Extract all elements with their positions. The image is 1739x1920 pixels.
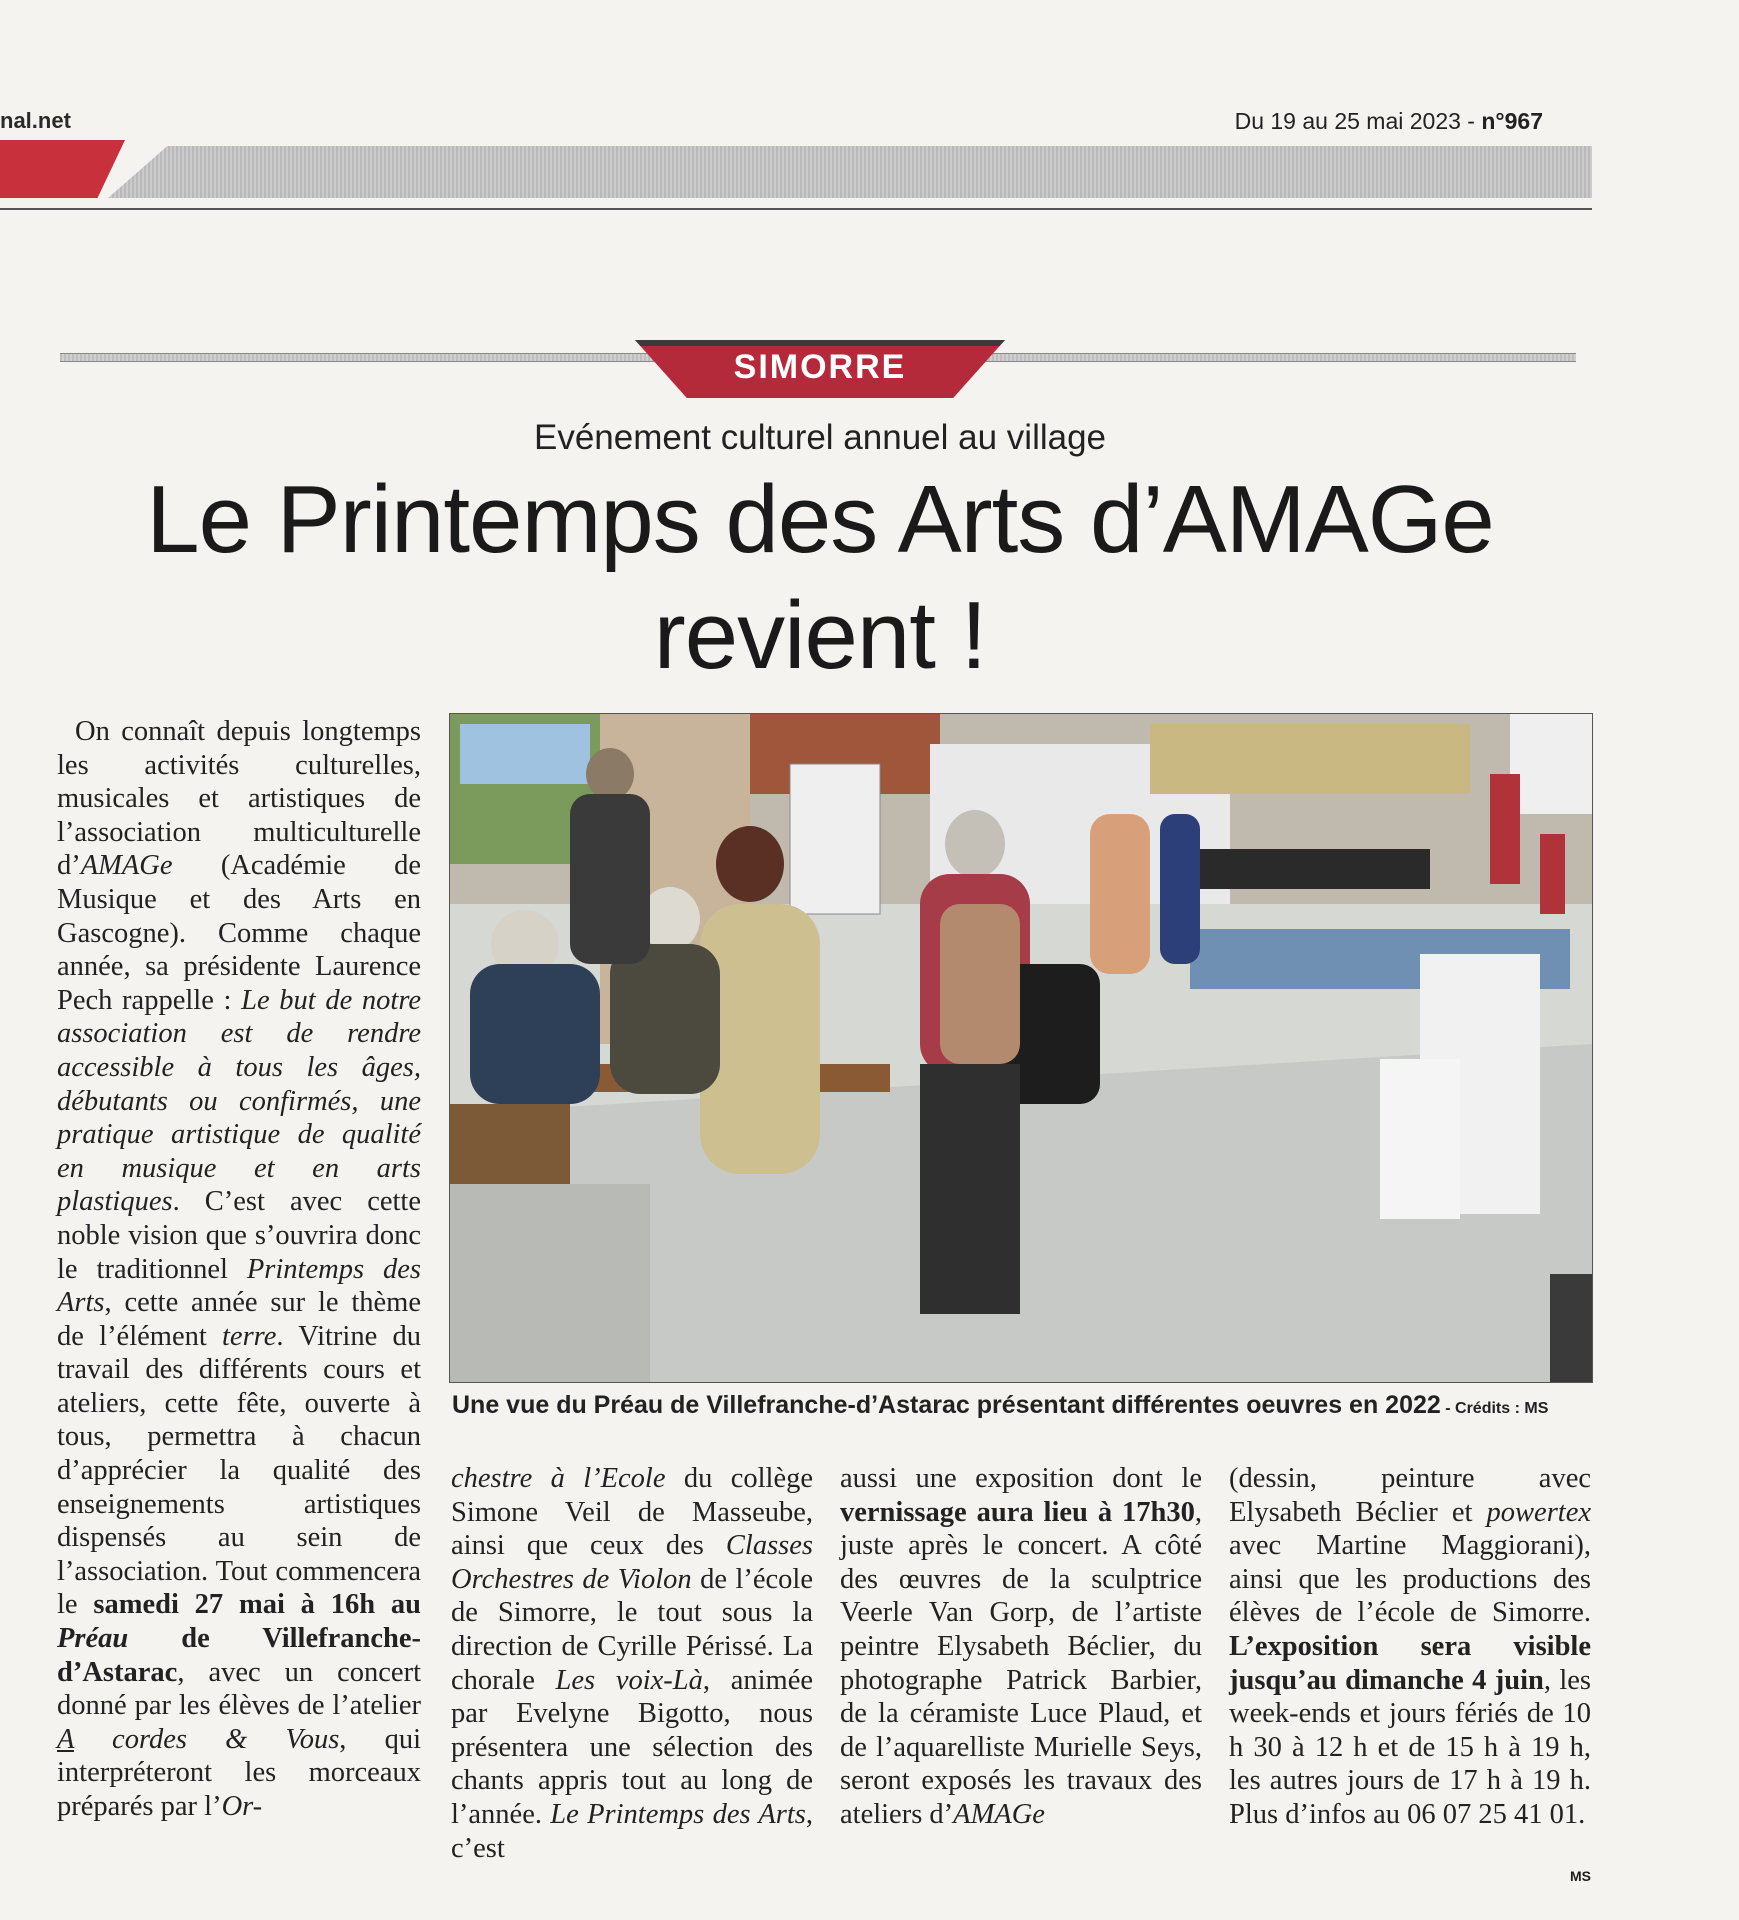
article-column-2: chestre à l’Ecole du collège Simone Veil de Masseube, ainsi que ceux des Classes Orchestres de Violon de l’école de Simorre, le tout sous la direction de Cyrille Périssé. La chorale Les voix-Là, animée par Evelyne Bigotto, nous présentera une sélection des chants appris tout au long de l’année. Le Printemps des Arts, c’est — [451, 1463, 813, 1864]
article-title: Le Printemps des Arts d’AMAGe revient ! — [146, 466, 1494, 689]
issue-number: n°967 — [1481, 108, 1543, 134]
author-signature: MS — [1570, 1868, 1591, 1884]
article-column-1: On connaît depuis longtemps les activités culturelles, musicales et artistiques de l’association multiculturelle d’AMAGe (Académie de Musique et des Arts en Gascogne). Comme chaque année, sa présidente Laurence Pech rappelle : Le but de notre association est de rendre accessible à tous les âges, débutants ou confirmés, une pratique artistique de qualité en musique et en arts plastiques. C’est avec cette noble vision que s’ouvrira donc le traditionnel Printemps des Arts, cette année sur le thème de l’élément terre. Vitrine du travail des différents cours et ateliers, cette fête, ouverte à tous, permettra à chacun d’apprécier la qualité des enseignements artistiques dispensés au sein de l’association. Tout commencera le samedi 27 mai à 16h au Préau de Villefranche-d’Astarac, avec un concert donné par les élèves de l’atelier A cordes & Vous, qui interpréteront les morceaux préparés par l’Or- — [57, 716, 422, 1822]
header-rule — [0, 208, 1592, 210]
event-photo-illustration — [450, 714, 1592, 1382]
header-red-band — [0, 140, 125, 198]
article-column-4: (dessin, peinture avec Elysabeth Béclier et powertex avec Martine Maggiorani), ainsi que les productions des élèves de l’école de Simorre. L’exposition sera visible jusqu’au dimanche 4 juin, les week-ends et jours fériés de 10 h 30 à 12 h et de 15 h à 19 h, les autres jours de 17 h à 19 h. Plus d’infos au 06 07 25 41 01. — [1229, 1463, 1591, 1830]
section-label: SIMORRE — [733, 348, 907, 386]
article-kicker: Evénement culturel annuel au village — [533, 418, 1107, 457]
photo-credit: - Crédits : MS — [1440, 1400, 1549, 1417]
issue-info — [1235, 108, 1543, 135]
photo-caption — [452, 1388, 1602, 1426]
event-photo — [449, 713, 1593, 1383]
article-column-3: aussi une exposition dont le vernissage aura lieu à 17h30, juste après le concert. A côté des œuvres de la sculptrice Veerle Van Gorp, de l’artiste peintre Elysabeth Béclier, du photographe Patrick Barbier, de la céramiste Luce Plaud, et de l’aquarelliste Murielle Seys, seront exposés les travaux des ateliers d’AMAGe — [840, 1463, 1202, 1830]
site-url: nal.net — [0, 108, 71, 133]
header-gray-band — [108, 146, 1592, 198]
caption-text: Une vue du Préau de Villefranche-d’Astarac présentant différentes oeuvres en 2022 — [452, 1391, 1441, 1419]
issue-dates: Du 19 au 25 mai 2023 - — [1234, 108, 1482, 134]
